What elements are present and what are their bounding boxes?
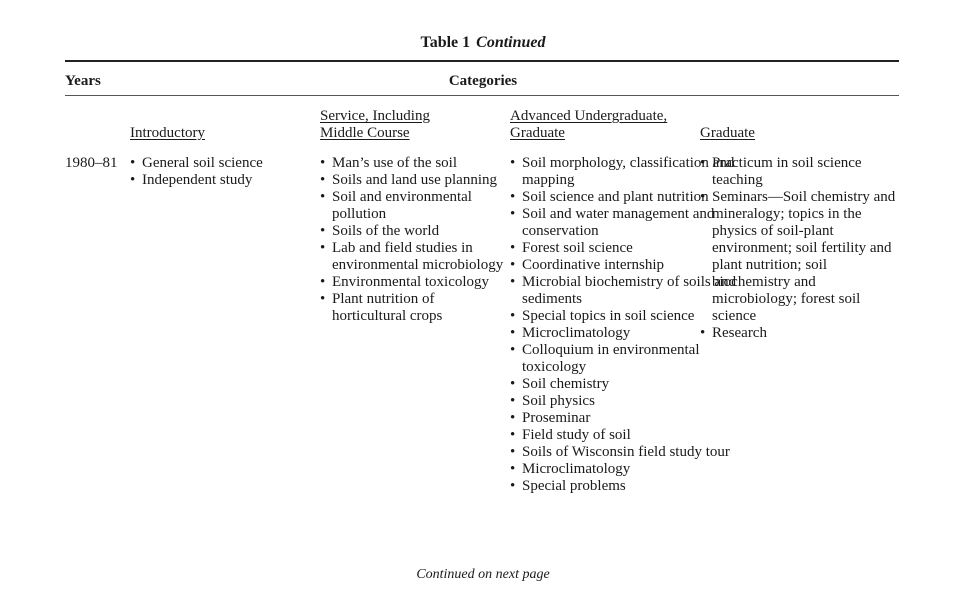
course-item: • Practicum in soil science teaching	[700, 155, 900, 189]
course-item: • Field study of soil	[510, 427, 738, 444]
course-item: • Proseminar	[510, 410, 738, 427]
column-header-line: Middle Course	[320, 125, 410, 141]
course-item: • Seminars—Soil chemistry and mineralogy; topics in the physics of soil-plant environment; soil fertility and plant nutrition; soil biochemistry and microbiology; forest soil science	[700, 189, 900, 325]
table-continued-label: Continued	[476, 34, 546, 51]
course-item: • Soil and environmental pollution	[320, 189, 510, 223]
course-item: • Plant nutrition of horticultural crops	[320, 291, 510, 325]
column-header-graduate	[700, 125, 755, 142]
table-label: Table 1	[420, 34, 471, 51]
graduate-course-list	[700, 155, 900, 342]
column-header-line: Service, Including	[320, 108, 430, 124]
course-item: • Soil science and plant nutrition	[510, 189, 738, 206]
column-header-line: Introductory	[130, 125, 205, 141]
service-course-list	[320, 155, 510, 325]
course-item: • Soils and land use planning	[320, 172, 510, 189]
continued-footer: Continued on next page	[416, 567, 550, 582]
course-item: • Microbial biochemistry of soils and sediments	[510, 274, 738, 308]
years-header: Years	[65, 73, 101, 89]
introductory-course-list	[130, 155, 315, 189]
top-rule	[65, 60, 899, 62]
course-item: • Colloquium in environmental toxicology	[510, 342, 738, 376]
course-item: • Soils of the world	[320, 223, 510, 240]
course-item: • Coordinative internship	[510, 257, 738, 274]
column-header-service	[320, 108, 430, 142]
header-rule	[65, 95, 899, 96]
course-item: • Lab and field studies in environmental microbiology	[320, 240, 510, 274]
row-year: 1980–81	[65, 155, 118, 171]
course-item: • Special problems	[510, 478, 738, 495]
course-item: • Research	[700, 325, 900, 342]
column-header-introductory	[130, 125, 205, 142]
course-item: • Microclimatology	[510, 461, 738, 478]
column-header-line: Graduate	[700, 125, 755, 141]
course-item: • Special topics in soil science	[510, 308, 738, 325]
course-item: • Soil physics	[510, 393, 738, 410]
categories-header: Categories	[448, 73, 518, 89]
table-title	[0, 33, 966, 53]
course-item: • Soil morphology, classification and mapping	[510, 155, 738, 189]
course-item: • Soil and water management and conservation	[510, 206, 738, 240]
course-item: • Environmental toxicology	[320, 274, 510, 291]
course-item: • Microclimatology	[510, 325, 738, 342]
course-item: • Man’s use of the soil	[320, 155, 510, 172]
column-header-line: Advanced Undergraduate,	[510, 108, 668, 124]
column-header-line: Graduate	[510, 125, 565, 141]
course-item: • Forest soil science	[510, 240, 738, 257]
course-item: • Soils of Wisconsin field study tour	[510, 444, 738, 461]
course-item: • Independent study	[130, 172, 315, 189]
column-header-advanced	[510, 108, 667, 142]
course-item: • Soil chemistry	[510, 376, 738, 393]
course-item: • General soil science	[130, 155, 315, 172]
